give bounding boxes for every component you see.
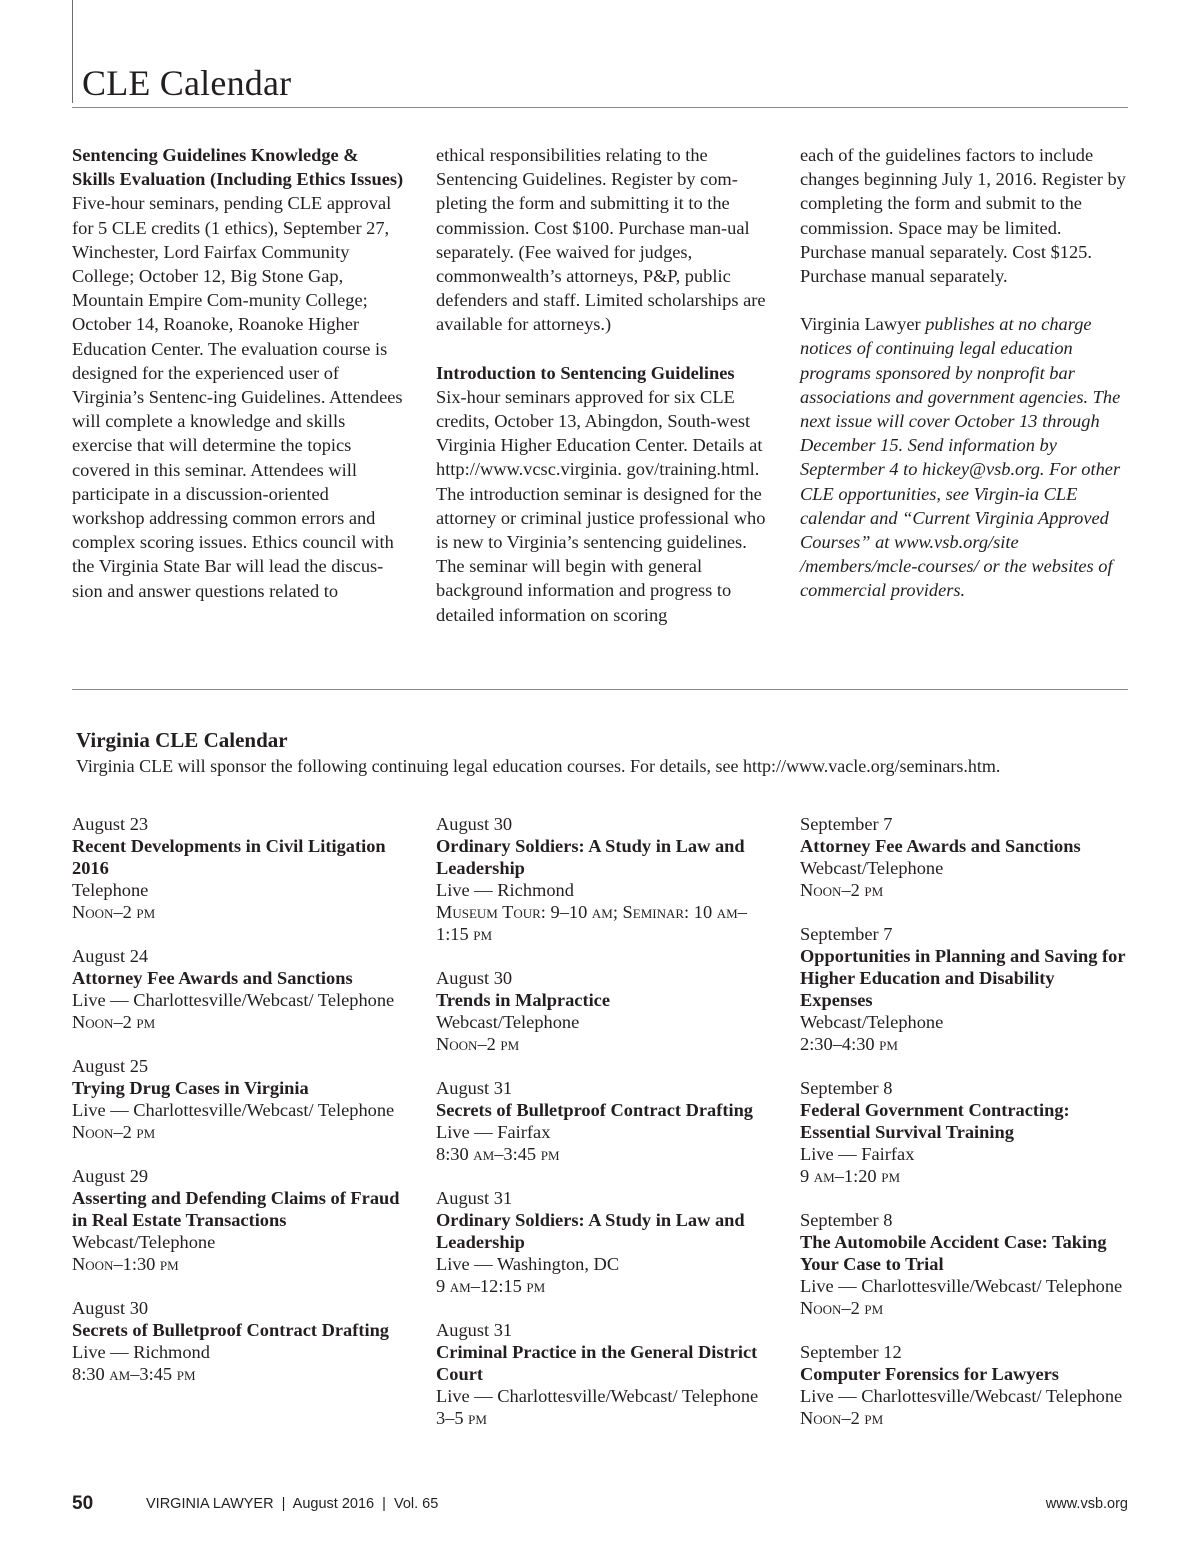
website: www.vsb.org [1045,1496,1128,1512]
notice-continuation: ethical responsibilities relating to the Sentencing Guidelines. Register by com-pleting the form and submitting it to the commission. Cost $100. Purchase man-ual separately. (Fee waived for judges, commonwealth’s attorneys, P&P, public defenders and staff. Limited scholarships are available for attorneys.) [436,145,766,335]
event-title: Secrets of Bulletproof Contract Drafting [436,1100,754,1120]
event-time: Noon–2 pm [800,880,884,900]
publication-info: VIRGINIA LAWYER | August 2016 | Vol. 65 [146,1496,439,1512]
event-location: Webcast/Telephone [436,1012,580,1032]
event-title: Asserting and Defending Claims of Fraud in Real Estate Transactions [72,1188,400,1230]
event-date: August 30 [72,1298,149,1318]
event-date: August 24 [72,946,149,966]
event-location: Live — Fairfax [436,1122,551,1142]
editorial-note [800,312,1130,602]
event-location: Live — Richmond [72,1342,210,1362]
event-item [72,1055,412,1143]
event-title: Attorney Fee Awards and Sanctions [72,968,353,988]
event-time: Noon–2 pm [72,902,156,922]
event-location: Live — Washington, DC [436,1254,620,1274]
page-number: 50 [72,1493,94,1514]
event-location: Live — Charlottesville/Webcast/ Telephone [800,1386,1123,1406]
notice-column-3 [800,143,1130,603]
event-location: Webcast/Telephone [72,1232,216,1252]
event-item [72,1297,412,1385]
event-title: Computer Forensics for Lawyers [800,1364,1059,1384]
header-rule-vertical [72,0,73,103]
event-item [800,1209,1130,1319]
event-title: Attorney Fee Awards and Sanctions [800,836,1081,856]
event-column-1 [72,813,412,1407]
event-date: August 31 [436,1078,513,1098]
event-date: August 31 [436,1188,513,1208]
event-item [800,1077,1130,1187]
event-date: August 29 [72,1166,149,1186]
event-location: Live — Charlottesville/Webcast/ Telephone [72,990,395,1010]
event-item [72,1165,412,1275]
event-date: August 30 [436,968,513,988]
event-time: Noon–1:30 pm [72,1254,179,1274]
event-item [72,945,412,1033]
event-item [436,813,776,945]
event-date: September 8 [800,1078,893,1098]
event-date: September 12 [800,1342,902,1362]
event-item [72,813,412,923]
event-location: Webcast/Telephone [800,858,944,878]
event-date: September 7 [800,814,893,834]
event-item [436,1187,776,1297]
event-column-3 [800,813,1130,1451]
event-item [436,967,776,1055]
event-date: August 31 [436,1320,513,1340]
event-item [800,813,1130,901]
event-location: Live — Charlottesville/Webcast/ Telephone [436,1386,759,1406]
event-date: August 30 [436,814,513,834]
event-time: 8:30 am–3:45 pm [436,1144,560,1164]
event-date: August 23 [72,814,149,834]
event-column-2 [436,813,776,1451]
event-item [436,1077,776,1165]
event-time: 3–5 pm [436,1408,487,1428]
event-title: Ordinary Soldiers: A Study in Law and Leadership [436,836,745,878]
event-location: Live — Charlottesville/Webcast/ Telephone [72,1100,395,1120]
event-title: Trying Drug Cases in Virginia [72,1078,309,1098]
event-item [800,923,1130,1055]
event-item [436,1319,776,1429]
event-date: September 7 [800,924,893,944]
section-title: Virginia CLE Calendar [76,728,288,752]
event-time: 9 am–12:15 pm [436,1276,546,1296]
event-time: Noon–2 pm [800,1298,884,1318]
event-time: Noon–2 pm [72,1122,156,1142]
event-date: September 8 [800,1210,893,1230]
notice-title: Introduction to Sentencing Guidelines [436,362,735,383]
notice-continuation: each of the guidelines factors to include changes beginning July 1, 2016. Register by completing the form and submit to the commission. Space may be limited. Purchase manual separately. Cost $125. Purchase manual separately. [800,145,1126,287]
event-title: Trends in Malpractice [436,990,611,1010]
event-title: Federal Government Contracting: Essential Survival Training [800,1100,1070,1142]
event-time: Museum Tour: 9–10 am; Seminar: 10 am–1:15 pm [436,902,747,944]
event-time: 2:30–4:30 pm [800,1034,898,1054]
event-time: Noon–2 pm [800,1408,884,1428]
publication-name: Virginia Lawyer [800,314,921,335]
event-title: Opportunities in Planning and Saving for Higher Education and Disability Expenses [800,946,1126,1010]
notice-title: Sentencing Guidelines Knowledge & Skills Evaluation (Including Ethics Issues) [72,145,404,190]
page-title: CLE Calendar [82,63,292,103]
event-title: Recent Developments in Civil Litigation 2016 [72,836,386,878]
event-location: Webcast/Telephone [800,1012,944,1032]
event-time: Noon–2 pm [436,1034,520,1054]
section-divider [72,689,1128,690]
notice-column-1 [72,143,404,603]
notice-column-2 [436,143,768,627]
event-date: August 25 [72,1056,149,1076]
event-location: Live — Fairfax [800,1144,915,1164]
event-title: Criminal Practice in the General District Court [436,1342,758,1384]
event-location: Live — Charlottesville/Webcast/ Telephone [800,1276,1123,1296]
event-item [800,1341,1130,1429]
event-time: 9 am–1:20 pm [800,1166,901,1186]
event-title: The Automobile Accident Case: Taking Your Case to Trial [800,1232,1107,1274]
event-title: Ordinary Soldiers: A Study in Law and Leadership [436,1210,745,1252]
notice-body: Six-hour seminars approved for six CLE credits, October 13, Abingdon, South-west Virginia Higher Education Center. Details at http://www.vcsc.virginia. gov/training.html. The introduction seminar is designed for the attorney or criminal justice professional who is new to Virginia’s sentencing guidelines. The seminar will begin with general background information and progress to detailed information on scoring [436,386,766,625]
event-time: 8:30 am–3:45 pm [72,1364,196,1384]
section-subtitle: Virginia CLE will sponsor the following continuing legal education courses. For details, see http://www.vacle.org/seminars.htm. [76,756,1001,776]
notice-body: Five-hour seminars, pending CLE approval for 5 CLE credits (1 ethics), September 27, Winchester, Lord Fairfax Community College; October 12, Big Stone Gap, Mountain Empire Com-munity College; October 14, Roanoke, Roanoke Higher Education Center. The evaluation course is designed for the experienced user of Virginia’s Sentenc-ing Guidelines. Attendees will complete a knowledge and skills exercise that will determine the topics covered in this seminar. Attendees will participate in a discussion-oriented workshop addressing common errors and complex scoring issues. Ethics council with the Virginia State Bar will lead the discus-sion and answer questions related to [72,193,403,601]
editorial-note-text: publishes at no charge notices of continuing legal education programs sponsored by nonprofit bar associations and government agencies. The next issue will cover October 13 through December 15. Send information by Septermber 4 to hickey@vsb.org. For other CLE opportunities, see Virgin-ia CLE calendar and “Current Virginia Approved Courses” at www.vsb.org/site /members/mcle-courses/ or the websites of commercial providers. [800,314,1121,601]
header-rule [72,107,1128,108]
event-location: Live — Richmond [436,880,574,900]
event-location: Telephone [72,880,149,900]
event-time: Noon–2 pm [72,1012,156,1032]
event-title: Secrets of Bulletproof Contract Drafting [72,1320,390,1340]
